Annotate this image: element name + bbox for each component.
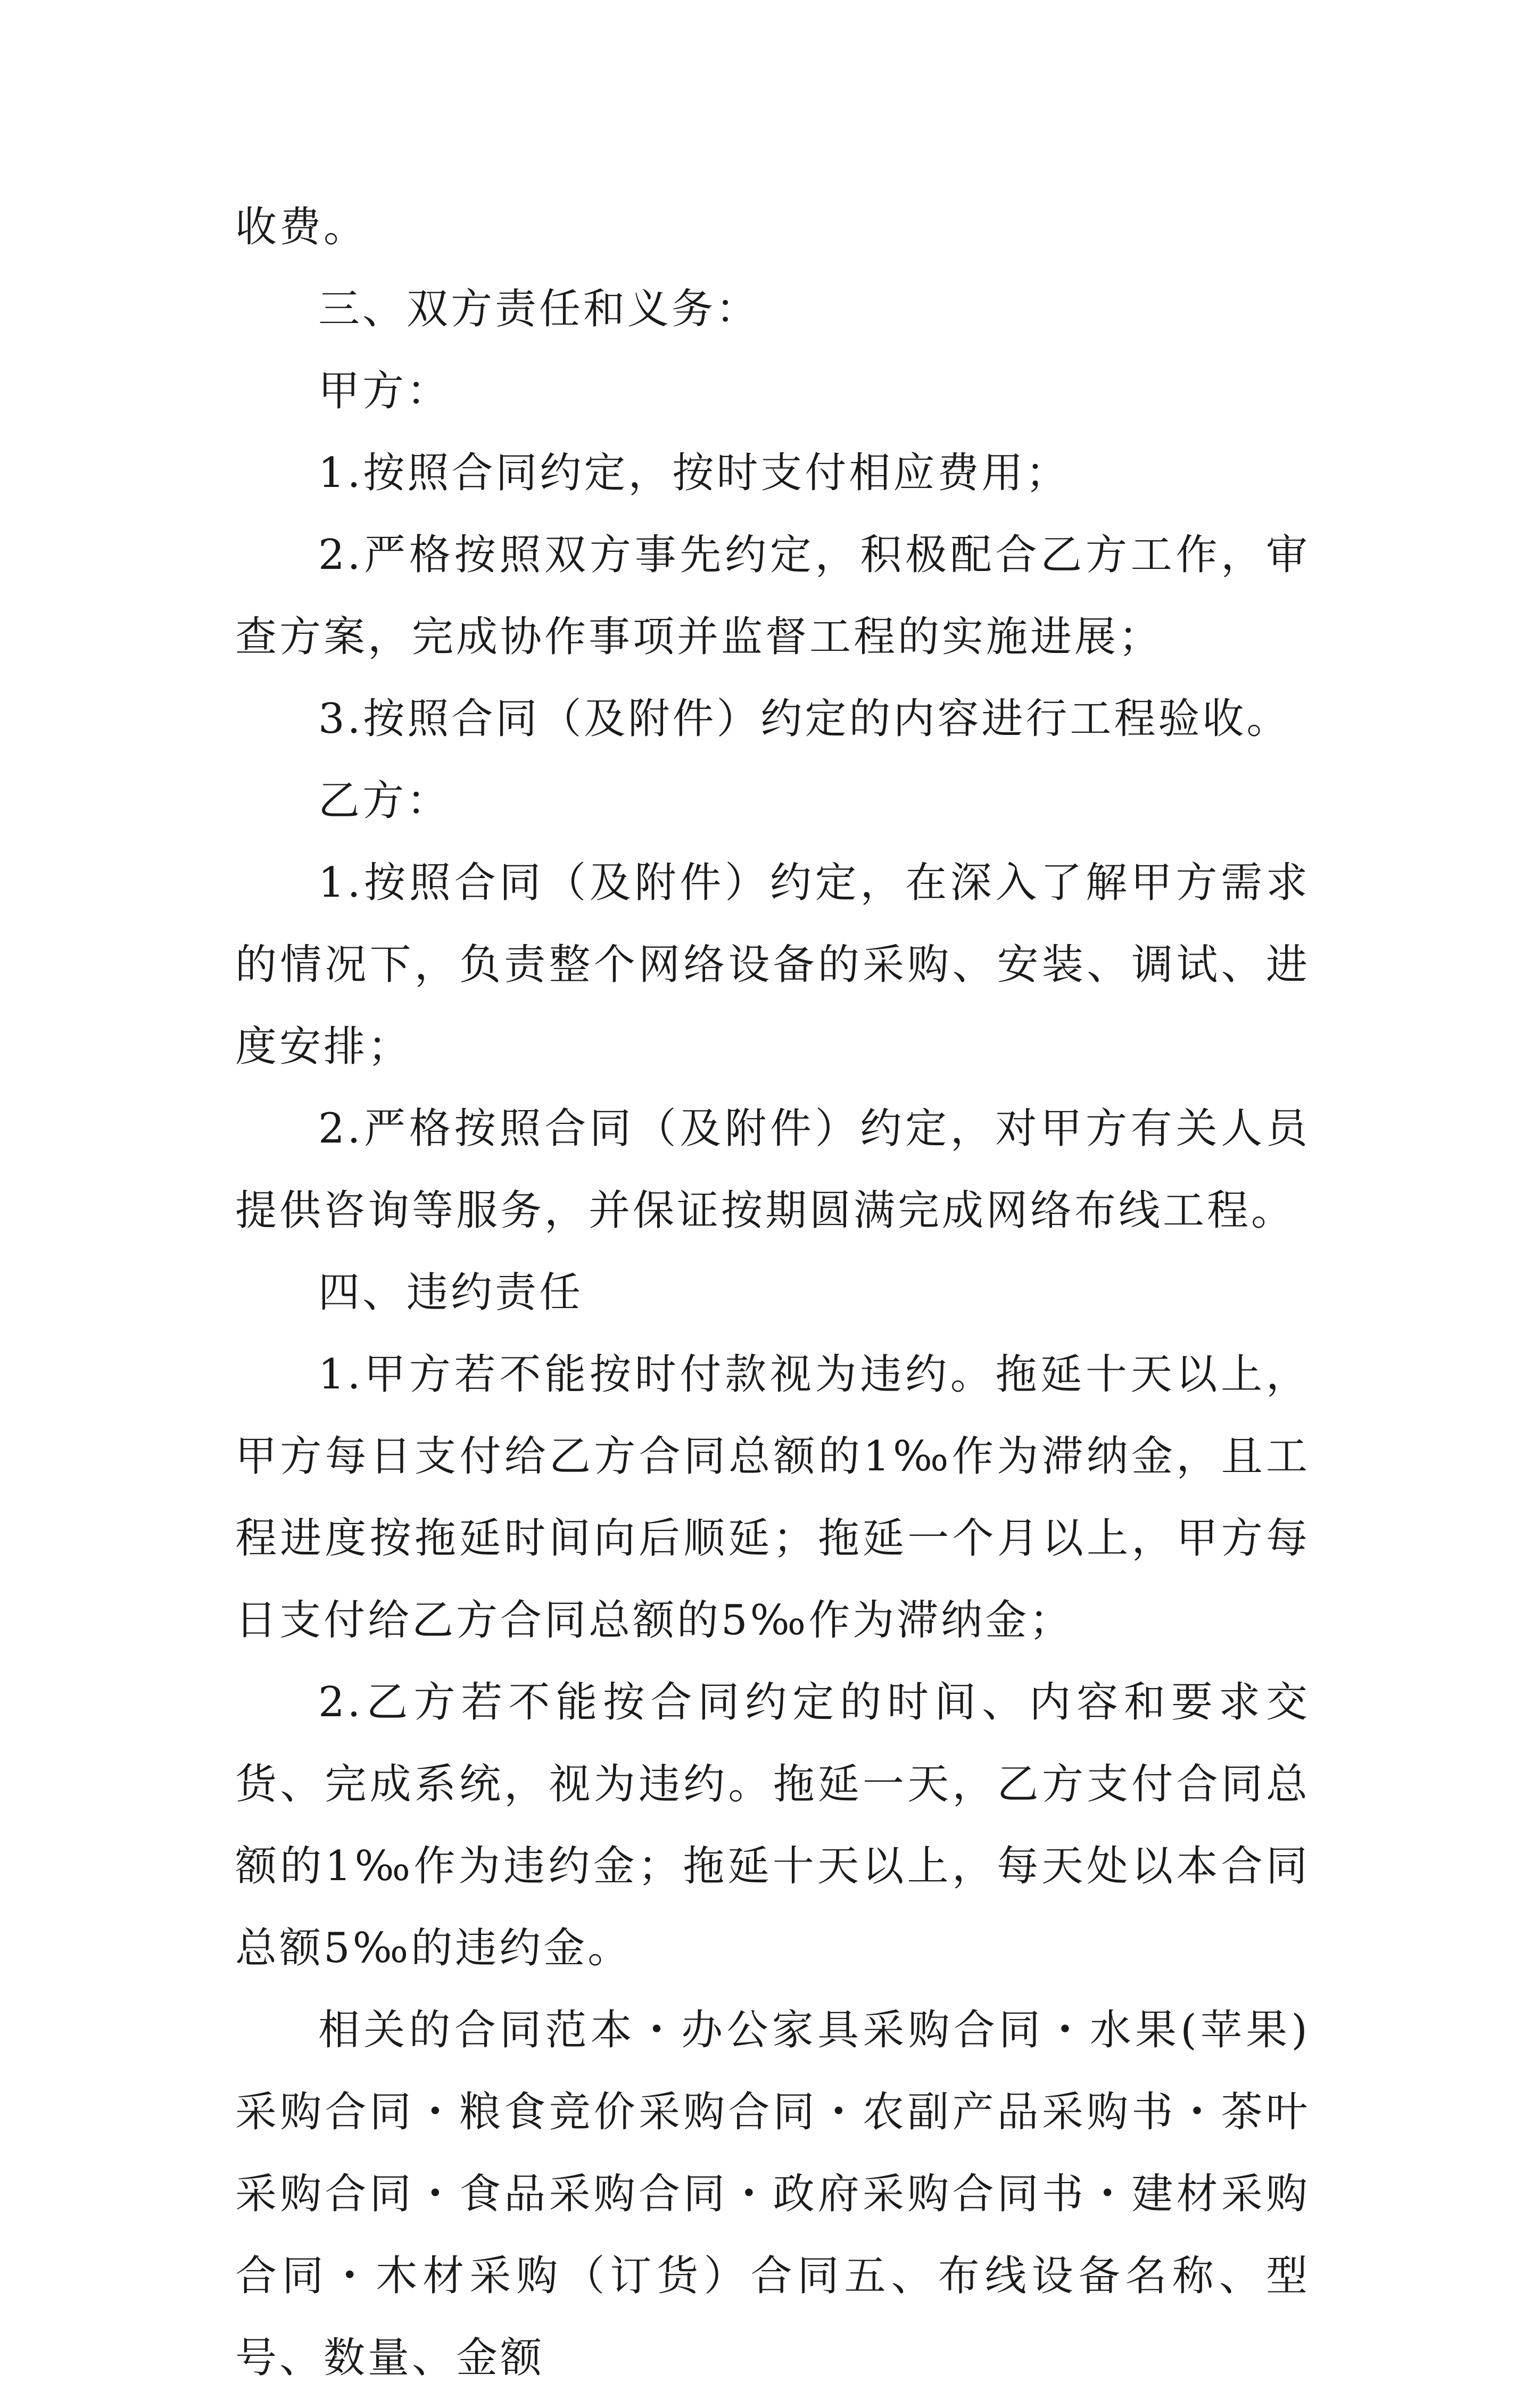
breach-item-1: 1.甲方若不能按时付款视为违约。拖延十天以上，甲方每日支付给乙方合同总额的1‰作为滞纳金，且工程进度按拖延时间向后顺延；拖延一个月以上，甲方每日支付给乙方合同总额的5‰作为滞纳金； <box>235 1351 1310 1644</box>
heading-section-three: 三、双方责任和义务： <box>318 285 760 333</box>
document-body <box>235 186 1310 2399</box>
party-b-item-1: 1.按照合同（及附件）约定，在深入了解甲方需求的情况下，负责整个网络设备的采购、安装、调试、进度安排； <box>235 859 1310 1071</box>
heading-section-four: 四、违约责任 <box>318 1269 584 1317</box>
breach-item-2: 2.乙方若不能按合同约定的时间、内容和要求交货、完成系统，视为违约。拖延一天，乙方支付合同总额的1‰作为违约金；拖延十天以上，每天处以本合同总额5‰的违约金。 <box>235 1678 1310 1972</box>
party-a-item-3: 3.按照合同（及附件）约定的内容进行工程验收。 <box>318 695 1291 743</box>
party-a-label: 甲方： <box>318 367 451 415</box>
paragraph-fee-end: 收费。 <box>235 203 368 251</box>
related-templates-paragraph: 相关的合同范本・办公家具采购合同・水果(苹果)采购合同・粮食竞价采购合同・农副产品采购书・茶叶采购合同・食品采购合同・政府采购合同书・建材采购合同・木材采购（订货）合同五、布线设备名称、型号、数量、金额 <box>235 2006 1310 2382</box>
party-a-item-1: 1.按照合同约定，按时支付相应费用； <box>318 449 1070 497</box>
party-b-item-2: 2.严格按照合同（及附件）约定，对甲方有关人员提供咨询等服务，并保证按期圆满完成网络布线工程。 <box>235 1105 1310 1235</box>
party-a-item-2: 2.严格按照双方事先约定，积极配合乙方工作，审查方案，完成协作事项并监督工程的实施进展； <box>235 531 1310 661</box>
party-b-label: 乙方： <box>318 777 451 825</box>
